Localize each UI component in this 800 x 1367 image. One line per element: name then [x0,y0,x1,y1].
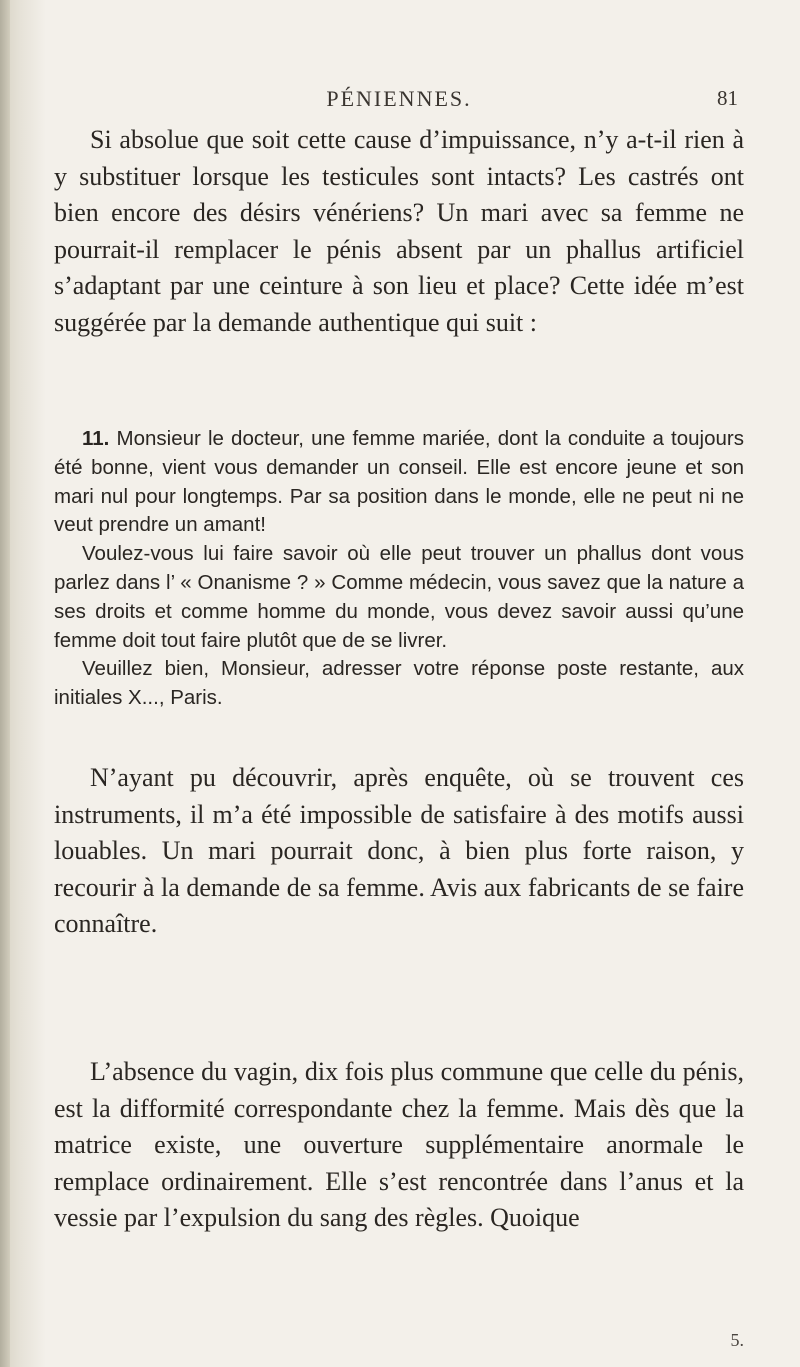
quote-paragraph-2: Voulez-vous lui faire savoir où elle peut trouver un phallus dont vous parlez dans l’ « Onanisme ? » Comme médecin, vous savez que la nature a ses droits et comme homme du monde, vous devez savoir aussi qu’une femme doit tout faire plutôt que de se livrer. [54,542,744,652]
signature-mark: 5. [730,1330,744,1350]
running-header [54,86,744,116]
quoted-letter [54,425,744,713]
page-number: 81 [717,86,738,110]
paragraph-4: L’absence du vagin, dix fois plus commune que celle du pénis, est la difformité correspondante chez la femme. Mais dès que la matrice existe, une ouverture supplémentaire anormale le remplace ordinairement. Elle s’est rencontrée dans l’anus et la vessie par l’expulsion du sang des règles. Quoique [54,1057,744,1233]
book-page [54,0,744,1367]
running-title: PÉNIENNES. [326,86,472,111]
paragraph-3: N’ayant pu découvrir, après enquête, où se trouvent ces instruments, il m’a été impossible de satisfaire à des motifs aussi louables. Un mari pourrait donc, à bien plus forte raison, y recourir à la demande de sa femme. Avis aux fabricants de se faire connaître. [54,763,744,939]
quote-number: 11. [82,427,110,450]
paragraph-1: Si absolue que soit cette cause d’impuissance, n’y a-t-il rien à y substituer lorsque les testicules sont intacts? Les castrés ont bien encore des désirs vénériens? Un mari avec sa femme ne pourrait-il remplacer le pénis absent par un phallus artificiel s’adaptant par une ceinture à son lieu et place? Cette idée m’est suggérée par la demande authentique qui suit : [54,125,744,337]
quote-text-1: Monsieur le docteur, une femme mariée, dont la conduite a toujours été bonne, vient vous demander un conseil. Elle est encore jeune et son mari nul pour longtemps. Par sa position dans le monde, elle ne peut ni ne veut prendre un amant! [54,427,744,537]
quote-paragraph-1 [54,425,744,540]
quote-paragraph-3: Veuillez bien, Monsieur, adresser votre réponse poste restante, aux initiales X..., Paris. [54,657,744,710]
page-gutter-shadow [0,0,46,1367]
